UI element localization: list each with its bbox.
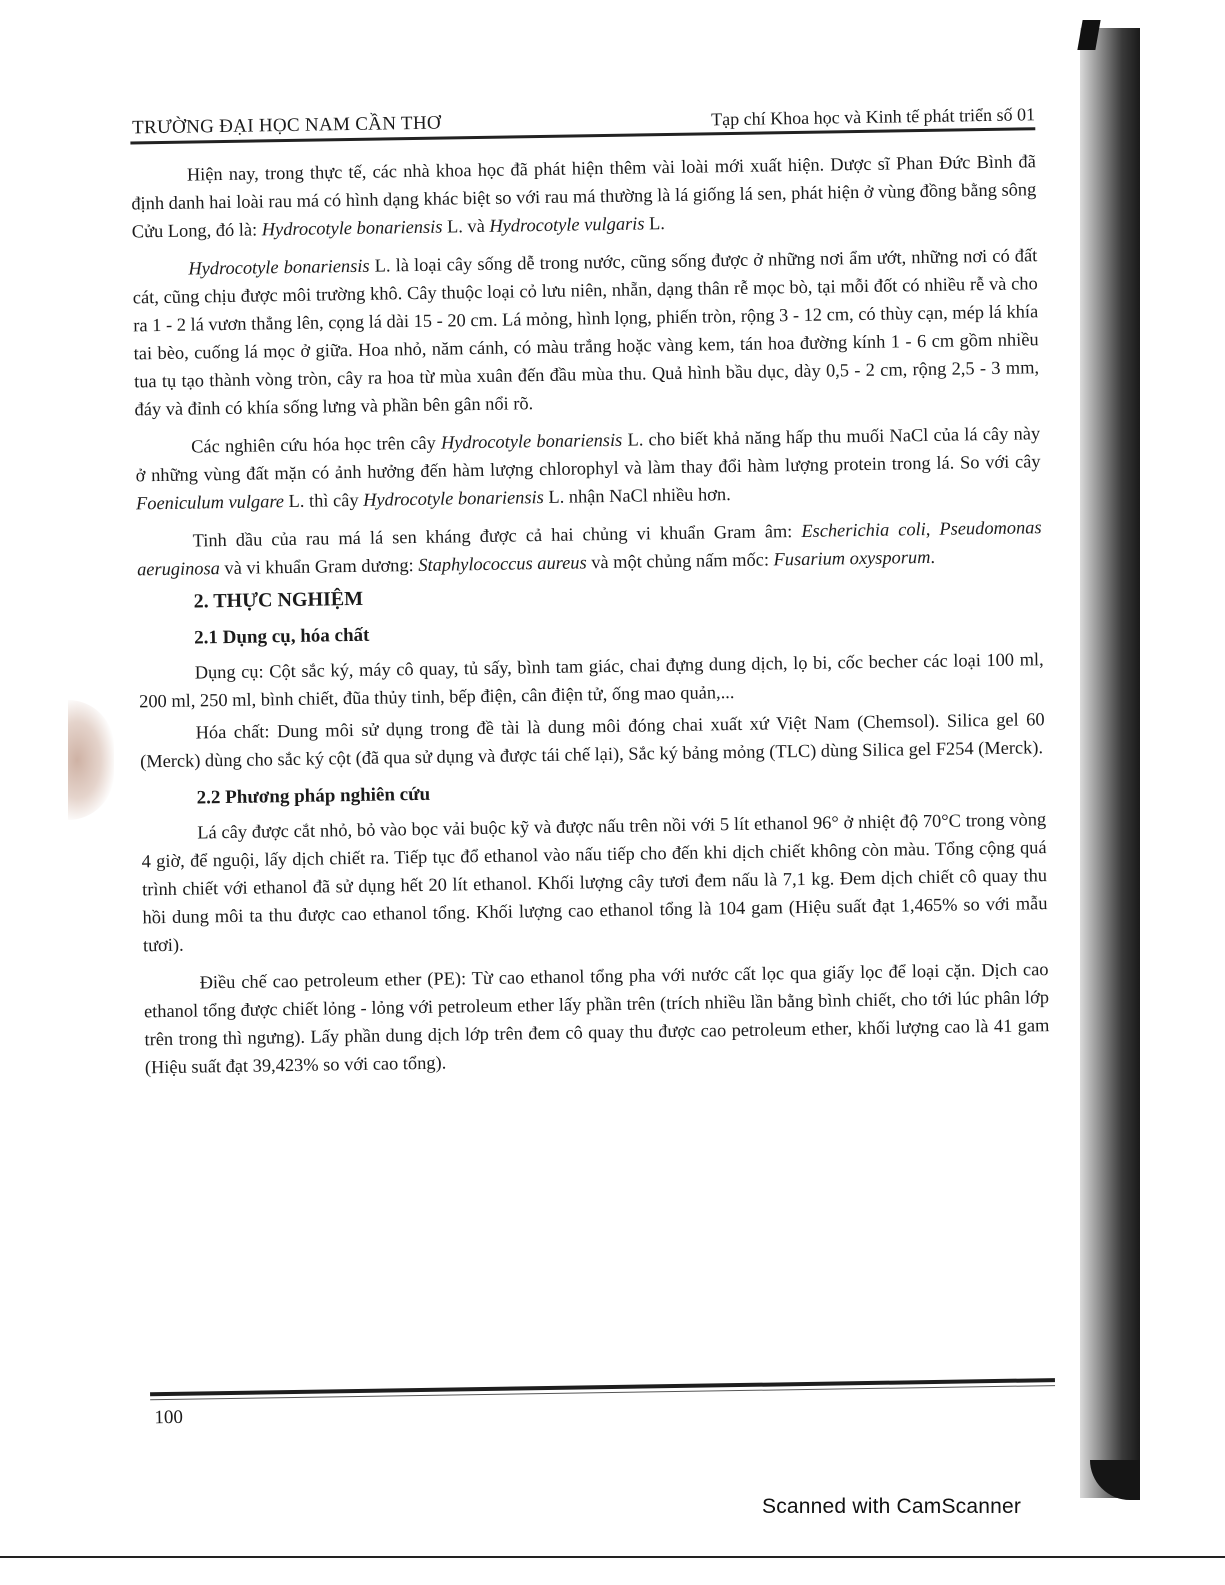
scan-bottom-border	[0, 1556, 1225, 1558]
section-heading-experimental: 2. THỰC NGHIỆM	[193, 587, 364, 613]
paragraph-equipment: Dụng cụ: Cột sắc ký, máy cô quay, tủ sấy, bình tam giác, chai đựng dung dịch, lọ bi, cốc becher các loại 100 ml, 200 ml, 250 ml, bình chiết, đũa thủy tinh, bếp điện, cân điện tử, ống mao quản,...	[139, 649, 1044, 712]
paragraph-essential-oil: Tinh dầu của rau má lá sen kháng được cả hai chủng vi khuẩn Gram âm: Escherichia coli, Pseudomonas aeruginosa và vi khuẩn Gram dương: Staphylococcus aureus và một chủng nấm mốc: Fusarium oxysporum.	[136, 517, 1042, 580]
page-number: 100	[154, 1406, 184, 1429]
subsection-heading-method: 2.2 Phương pháp nghiên cứu	[196, 783, 431, 809]
paragraph-chemicals: Hóa chất: Dung môi sử dụng trong đề tài là dung môi đóng chai xuất xứ Việt Nam (Chemsol). Silica gel 60 (Merck) dùng cho sắc ký cột (đã qua sử dụng và được tái chế lại), Sắc ký bảng mỏng (TLC) dùng Silica gel F254 (Merck).	[139, 709, 1045, 772]
paragraph-new-species: Hiện nay, trong thực tế, các nhà khoa học đã phát hiện thêm vài loài mới xuất hiện. Dược sĩ Phan Đức Bình đã định danh hai loài rau má có hình dạng khác biệt so với rau má thường là lá giống lá sen, phát hiện ở vùng đồng bằng sông Cửu Long, đó là: Hydrocotyle bonariensis L. và Hydrocotyle vulgaris L.	[131, 151, 1037, 242]
document-sheet	[129, 63, 1090, 1438]
paragraph-description: Hydrocotyle bonariensis L. là loại cây sống dễ trong nước, cũng sống được ở những nơi ẩm ướt, những nơi có đất cát, cũng chịu được môi trường khô. Cây thuộc loại cỏ lưu niên, nhẵn, dạng thân rễ mọc bò, tại mỗi đốt có nhiều rễ và cho ra 1 - 2 lá vươn thẳng lên, cọng lá dài 15 - 20 cm. Lá mỏng, hình lọng, phiến tròn, rộng 3 - 12 cm, có thùy cạn, mép lá khía tai bèo, cuống lá mọc ở giữa. Hoa nhỏ, năm cánh, có màu trắng hoặc vàng kem, tán hoa đường kính 1 - 6 cm gồm nhiều tua tụ tạo thành vòng tròn, cây ra hoa từ mùa xuân đến đầu mùa thu. Quả hình bầu dục, dày 0,5 - 2 cm, rộng 2,5 - 3 mm, đáy và đỉnh có khía sống lưng và phần bên gân nổi rõ.	[132, 245, 1040, 420]
header-university: TRƯỜNG ĐẠI HỌC NAM CẦN THƠ	[132, 112, 442, 139]
finger-shadow	[68, 700, 114, 820]
article-body	[131, 147, 1050, 1091]
header-journal: Tạp chí Khoa học và Kinh tế phát triển số 01	[711, 104, 1036, 130]
paragraph-extraction: Lá cây được cắt nhỏ, bỏ vào bọc vải buộc kỹ và được nấu trên nồi với 5 lít ethanol 96° ở nhiệt độ 70°C trong vòng 4 giờ, để nguội, lấy dịch chiết ra. Tiếp tục đổ ethanol vào nấu tiếp cho đến khi dịch chiết không còn màu. Tổng cộng quá trình chiết với ethanol đã sử dụng hết 20 lít ethanol. Khối lượng cây tươi đem nấu là 7,1 kg. Đem dịch chiết cô quay thu hồi dung môi ta thu được cao ethanol tổng. Khối lượng cao ethanol tổng là 104 gam (Hiệu suất đạt 1,465% so với mẫu tươi).	[141, 809, 1048, 956]
paragraph-petroleum-ether: Điều chế cao petroleum ether (PE): Từ cao ethanol tổng pha với nước cất lọc qua giấy lọc để loại cặn. Dịch cao ethanol tổng được chiết lỏng - lỏng với petroleum ether lấy phần trên (trích nhiều lần bằng bình chiết, cho tới lúc phân lớp trên trong thì ngưng). Lấy phần dung dịch lớp trên đem cô quay thu được cao petroleum ether, khối lượng cao là 41 gam (Hiệu suất đạt 39,423% so với cao tổng).	[143, 959, 1050, 1078]
page-edge-shadow	[1080, 28, 1140, 1498]
camscanner-watermark: Scanned with CamScanner	[762, 1495, 1022, 1518]
subsection-heading-equipment: 2.1 Dụng cụ, hóa chất	[194, 624, 370, 649]
paragraph-chemistry: Các nghiên cứu hóa học trên cây Hydrocotyle bonariensis L. cho biết khả năng hấp thu muối NaCl của lá cây này ở những vùng đất mặn có ảnh hưởng đến hàm lượng chlorophyl và làm thay đổi hàm lượng protein trong lá. So với cây Foeniculum vulgare L. thì cây Hydrocotyle bonariensis L. nhận NaCl nhiều hơn.	[135, 423, 1041, 514]
